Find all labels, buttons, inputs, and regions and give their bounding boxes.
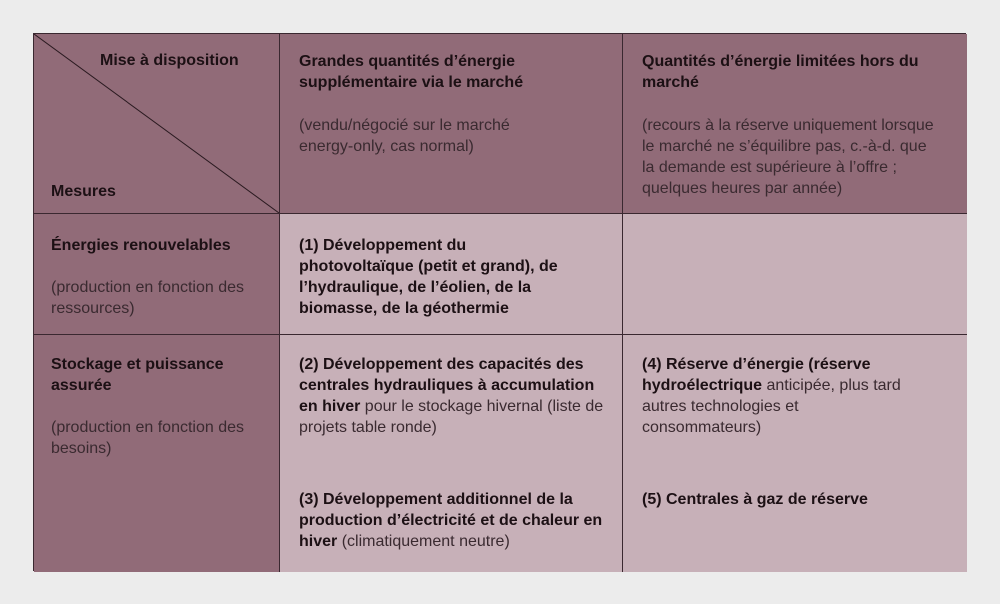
corner-bottom-label: Mesures: [51, 183, 116, 200]
measure-3-text: [299, 489, 609, 552]
row-renewables-note: (production en fonction des ressources): [51, 279, 245, 317]
corner-header-cell: [34, 34, 280, 214]
measure-5-text: (5) Centrales à gaz de réserve: [642, 491, 868, 508]
cell-renewables-offmarket: [623, 214, 967, 335]
row-storage-note: (production en fonction des besoins): [51, 419, 245, 457]
cell-storage-offmarket: [623, 335, 967, 572]
measure-2-bold: (2) Développement des capacités des centrales hydrauliques à accumulation en hiver: [299, 356, 595, 415]
column-market-title: Grandes quantités d’énergie supplémentaire via le marché: [299, 53, 524, 91]
row-storage-title: Stockage et puissance assurée: [51, 356, 224, 394]
cell-storage-market: [280, 335, 623, 572]
measure-2-rest: pour le stockage hivernal (liste de projets table ronde): [299, 398, 604, 436]
column-market-note: (vendu/négocié sur le marché energy-only, cas normal): [299, 117, 510, 155]
measure-2-text: [299, 354, 605, 438]
column-offmarket-note: (recours à la réserve uniquement lorsque le marché ne s’équilibre pas, c.-à-d. que la demande est supérieure à l’offre ; quelques heures par année): [642, 117, 934, 197]
measure-3-bold: (3) Développement additionnel de la production d’électricité et de chaleur en hiver: [299, 491, 603, 550]
column-header-market: [280, 34, 623, 214]
column-header-offmarket: [623, 34, 967, 214]
measure-1-text: (1) Développement du photovoltaïque (petit et grand), de l’hydraulique, de l’éolien, de la biomasse, de la géothermie: [299, 237, 558, 317]
row-header-renewables: [34, 214, 280, 335]
column-offmarket-title: Quantités d’énergie limitées hors du marché: [642, 53, 919, 91]
measures-table: [33, 33, 966, 571]
measure-4-rest: anticipée, plus tard autres technologies et consommateurs): [642, 377, 901, 436]
row-renewables-title: Énergies renouvelables: [51, 237, 231, 254]
measure-4-text: [642, 354, 912, 438]
cell-renewables-market: [280, 214, 623, 335]
measure-3-rest: (climatiquement neutre): [337, 533, 510, 550]
row-header-storage: [34, 335, 280, 572]
measure-4-bold: (4) Réserve d’énergie (réserve hydroélectrique: [642, 356, 871, 394]
corner-top-label: Mise à disposition: [100, 52, 239, 69]
